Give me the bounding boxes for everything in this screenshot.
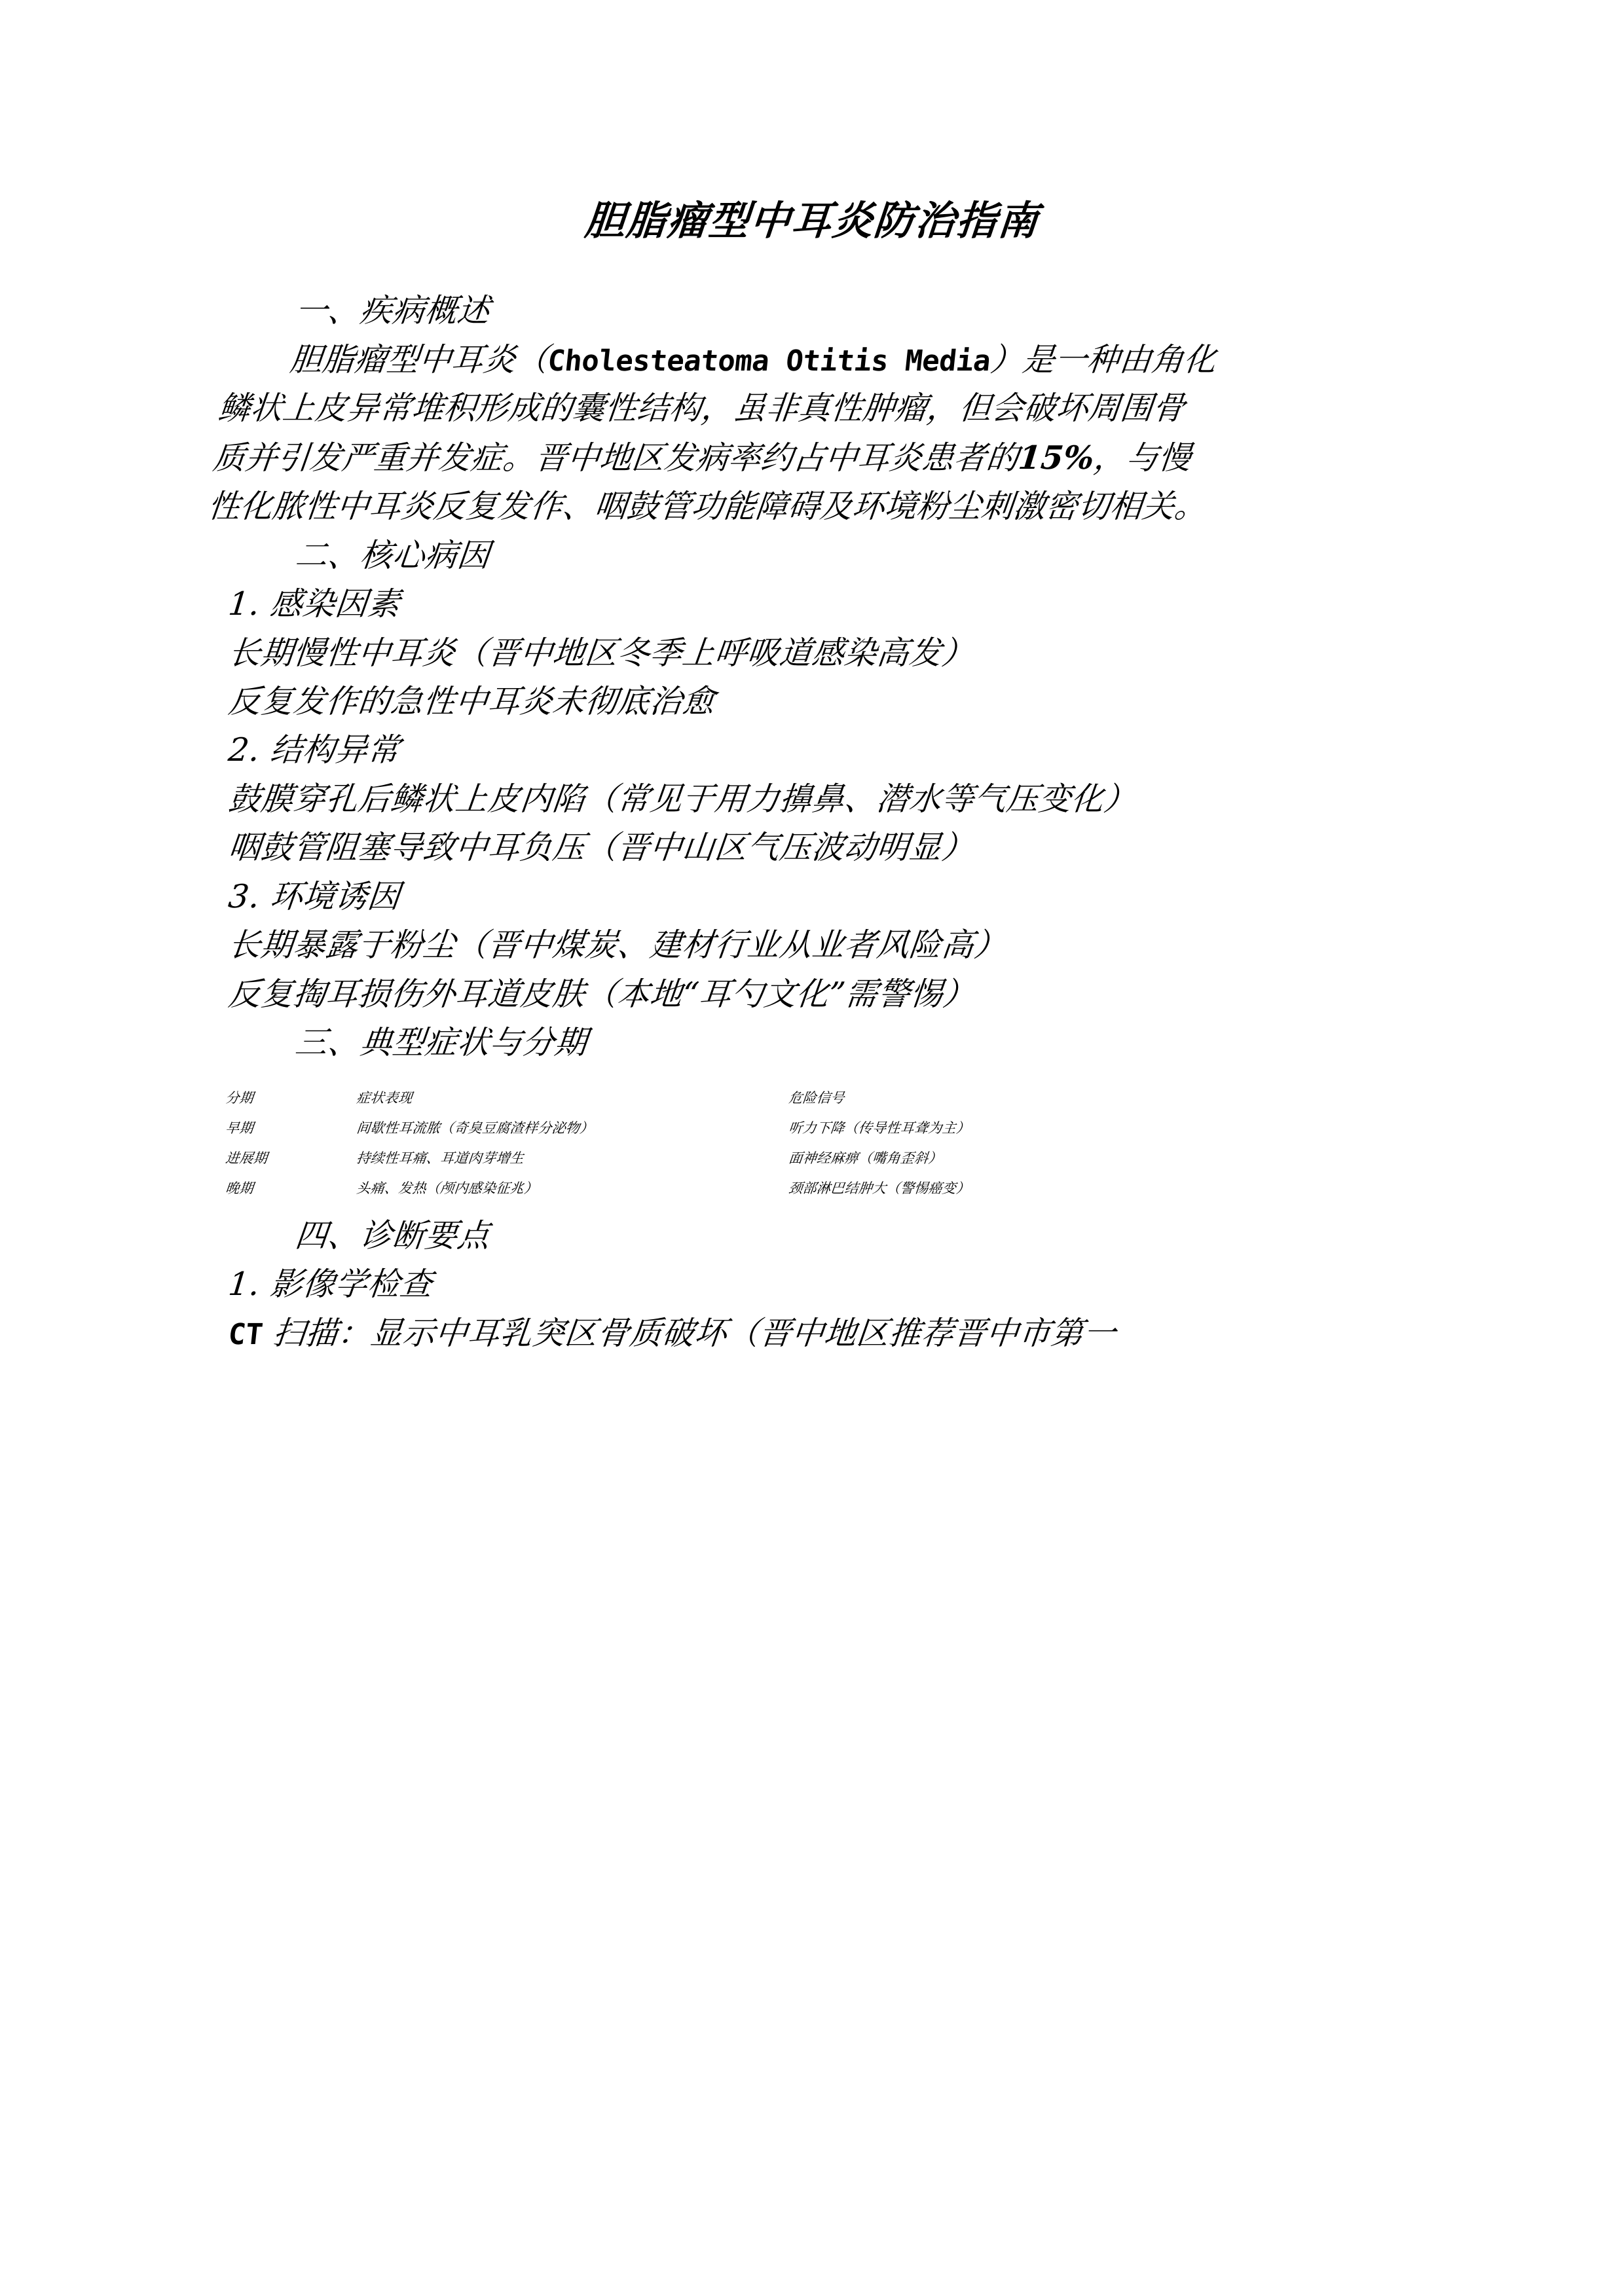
cause-item-eustachian: 咽鼓管阻塞导致中耳负压（晋中山区气压波动明显） xyxy=(226,829,976,867)
cell-symptoms-early: 间歇性耳流脓（奇臭豆腐渣样分泌物） xyxy=(356,1120,595,1136)
table-row xyxy=(226,1110,1247,1140)
incidence-rate-value: 15% xyxy=(1016,438,1096,477)
cell-stage-early: 早期 xyxy=(225,1120,255,1136)
cell-danger-late: 颈部淋巴结肿大（警惕癌变） xyxy=(788,1180,971,1196)
overview-line-3 xyxy=(210,433,1388,483)
column-header-symptoms: 症状表现 xyxy=(356,1089,413,1106)
cell-symptoms-late: 头痛、发热（颅内感染征兆） xyxy=(356,1180,539,1196)
overview-line-3-suffix: ，与慢 xyxy=(1092,439,1193,477)
cause-item-dust: 长期暴露于粉尘（晋中煤炭、建材行业从业者风险高） xyxy=(226,926,1009,964)
symptom-staging-table xyxy=(226,1080,1247,1200)
cause-item-chronic-otitis: 长期慢性中耳炎（晋中地区冬季上呼吸道感染高发） xyxy=(226,634,976,672)
cause-item-ear-picking: 反复掏耳损伤外耳道皮肤（本地“耳勺文化”需警惕） xyxy=(226,975,978,1013)
overview-line-1 xyxy=(221,336,1398,384)
cell-symptoms-progressive: 持续性耳痛、耳道肉芽增生 xyxy=(356,1150,525,1166)
cell-stage-progressive: 进展期 xyxy=(225,1150,268,1166)
subsection-label-infection: 1. 感染因素 xyxy=(226,585,402,623)
table-row xyxy=(226,1140,1247,1170)
section-heading-2: 二、核心病因 xyxy=(293,536,492,574)
subsection-label-environment: 3. 环境诱因 xyxy=(226,877,402,915)
ct-scan-description: 扫描：显示中耳乳突区骨质破坏（晋中地区推荐晋中市第一 xyxy=(260,1314,1118,1352)
ct-abbreviation: CT xyxy=(227,1317,265,1351)
cause-item-recurrent-acute: 反复发作的急性中耳炎未彻底治愈 xyxy=(226,683,717,720)
column-header-stage: 分期 xyxy=(225,1089,255,1106)
disease-overview-paragraph xyxy=(206,336,1398,532)
cell-stage-late: 晚期 xyxy=(225,1180,255,1196)
section-heading-4: 四、诊断要点 xyxy=(293,1216,492,1254)
overview-line-4: 性化脓性中耳炎反复发作、咽鼓管功能障碍及环境粉尘刺激密切相关。 xyxy=(206,488,1209,526)
subsection-label-structural: 2. 结构异常 xyxy=(226,731,402,769)
overview-line-1-prefix: 胆脂瘤型中耳炎（ xyxy=(288,340,550,378)
diagnosis-item-ct-scan xyxy=(226,1309,1403,1358)
overview-line-3-prefix: 质并引发严重并发症。晋中地区发病率约占中耳炎患者的 xyxy=(211,439,1021,477)
subsection-label-imaging: 1. 影像学检查 xyxy=(226,1266,435,1303)
overview-latin-term: Cholesteatoma Otitis Media xyxy=(545,344,992,378)
column-header-danger-signs: 危险信号 xyxy=(788,1089,845,1106)
page-title: 胆脂瘤型中耳炎防治指南 xyxy=(583,198,1041,244)
cell-danger-progressive: 面神经麻痹（嘴角歪斜） xyxy=(788,1150,944,1166)
overview-line-1-suffix: ）是一种由角化 xyxy=(988,340,1218,378)
overview-line-2: 鳞状上皮异常堆积形成的囊性结构，虽非真性肿瘤，但会破坏周围骨 xyxy=(216,390,1187,428)
section-heading-3: 三、典型症状与分期 xyxy=(293,1024,589,1062)
table-header-row xyxy=(226,1080,1247,1110)
section-heading-1: 一、疾病概述 xyxy=(293,292,492,330)
cause-item-perforation: 鼓膜穿孔后鳞状上皮内陷（常见于用力擤鼻、潜水等气压变化） xyxy=(226,780,1139,818)
document-body xyxy=(206,196,1398,1358)
cell-danger-early: 听力下降（传导性耳聋为主） xyxy=(788,1120,971,1136)
table-row xyxy=(226,1170,1247,1200)
